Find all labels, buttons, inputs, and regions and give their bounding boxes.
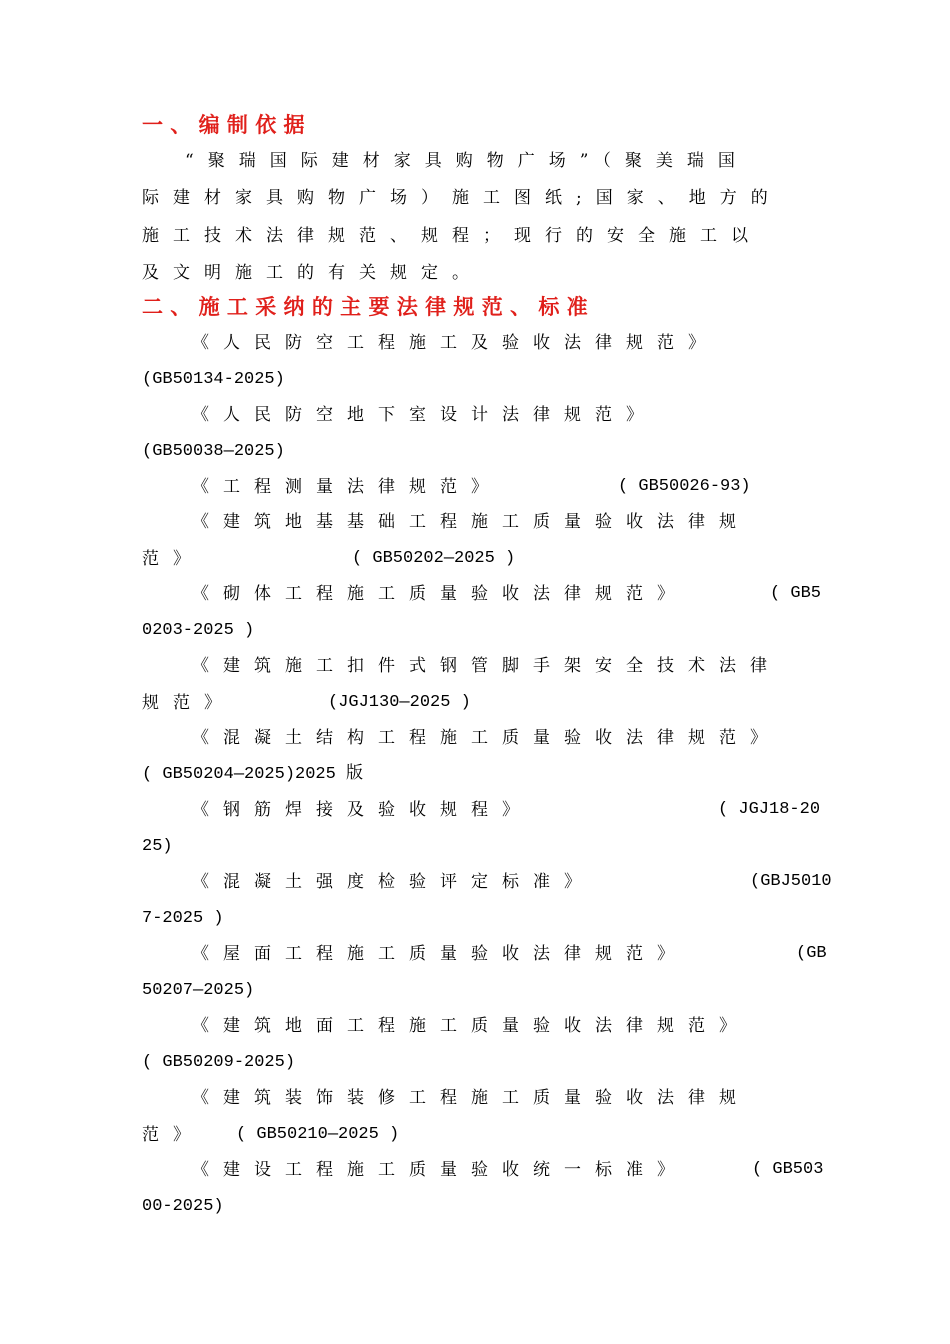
para1-line-4: 及文明施工的有关规定。 xyxy=(142,263,483,283)
standard-10-code-cont: 50207—2025) xyxy=(142,981,255,1000)
standard-3-title: 《工程测量法律规范》 xyxy=(192,477,502,497)
standard-8-code-cont: 25) xyxy=(142,837,173,856)
standard-8-code: ( JGJ18-20 xyxy=(718,800,821,819)
standard-12-title-cont: 范》 xyxy=(142,1125,204,1145)
standard-10-code: (GB xyxy=(796,944,827,963)
para1-line-2: 际建材家具购物广场）施工图纸;国家、地方的 xyxy=(142,188,782,208)
standard-5-code-cont: 0203-2025 ) xyxy=(142,621,255,640)
standard-12-code: ( GB50210—2025 ) xyxy=(236,1125,400,1144)
standard-11-title: 《建筑地面工程施工质量验收法律规范》 xyxy=(192,1016,750,1036)
standard-7-title: 《混凝土结构工程施工质量验收法律规范》 xyxy=(192,728,781,748)
standard-3-code: ( GB50026-93) xyxy=(618,477,751,496)
para1-line-3: 施工技术法律规范、规程；现行的安全施工以 xyxy=(142,226,762,246)
standard-9-code: (GBJ5010 xyxy=(750,872,832,891)
standard-7-code: ( GB50204—2025)2025 版 xyxy=(142,765,364,784)
standard-13-code-cont: 00-2025) xyxy=(142,1197,224,1216)
heading-2: 二 、 施 工 采 纳 的 主 要 法 律 规 范 、 标 准 xyxy=(142,295,588,319)
para1-line-1: “聚瑞国际建材家具购物广场”（聚美瑞国 xyxy=(185,151,749,171)
standard-6-title: 《建筑施工扣件式钢管脚手架安全技术法律 xyxy=(192,656,781,676)
standard-13-title: 《建设工程施工质量验收统一标准》 xyxy=(192,1160,688,1180)
standard-4-title-cont: 范》 xyxy=(142,549,204,569)
standard-6-code: (JGJ130—2025 ) xyxy=(328,693,471,712)
standard-1-code: (GB50134-2025) xyxy=(142,370,285,389)
standard-9-code-cont: 7-2025 ) xyxy=(142,909,224,928)
standard-5-title: 《砌体工程施工质量验收法律规范》 xyxy=(192,584,688,604)
standard-4-title: 《建筑地基基础工程施工质量验收法律规 xyxy=(192,512,750,532)
standard-12-title: 《建筑装饰装修工程施工质量验收法律规 xyxy=(192,1088,750,1108)
heading-1: 一 、 编 制 依 据 xyxy=(142,113,305,137)
standard-9-title: 《混凝土强度检验评定标准》 xyxy=(192,872,595,892)
standard-4-code: ( GB50202—2025 ) xyxy=(352,549,516,568)
standard-10-title: 《屋面工程施工质量验收法律规范》 xyxy=(192,944,688,964)
standard-2-code: (GB50038—2025) xyxy=(142,442,285,461)
standard-11-code: ( GB50209-2025) xyxy=(142,1053,296,1072)
standard-5-code: ( GB5 xyxy=(770,584,822,603)
standard-13-code: ( GB503 xyxy=(752,1160,824,1179)
standard-1-title: 《人民防空工程施工及验收法律规范》 xyxy=(192,333,719,353)
standard-6-title-cont: 规范》 xyxy=(142,693,235,713)
standard-8-title: 《钢筋焊接及验收规程》 xyxy=(192,800,533,820)
standard-2-title: 《人民防空地下室设计法律规范》 xyxy=(192,405,657,425)
